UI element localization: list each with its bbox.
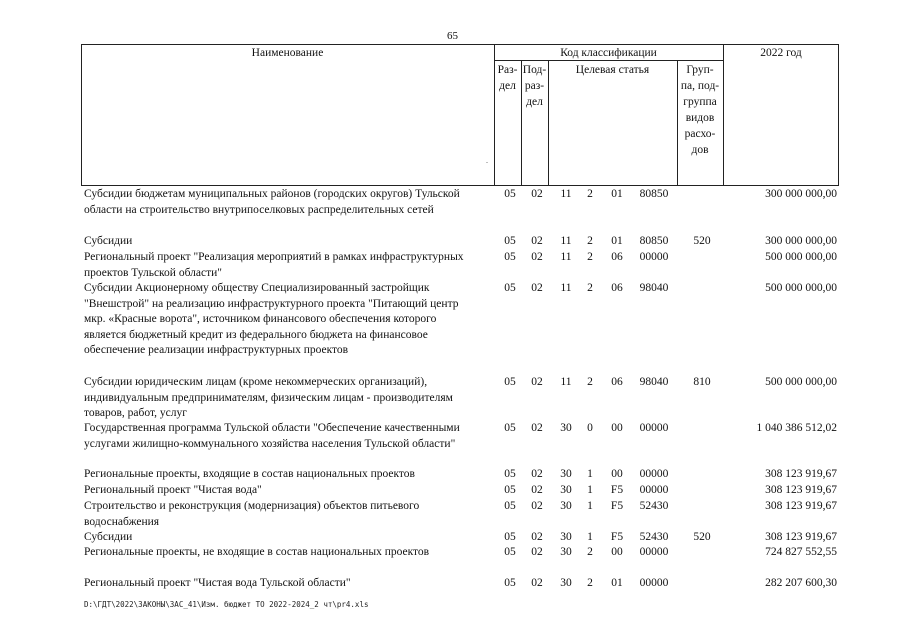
cell-vr: 520 (693, 531, 711, 543)
row-name-line: индивидуальным предпринимателям, физическим лицам - производителям (84, 391, 453, 404)
cell-a: 30 (560, 468, 572, 480)
cell-b: 2 (587, 546, 593, 558)
cell-a: 30 (560, 531, 572, 543)
cell-b: 2 (587, 282, 593, 294)
cell-pr: 02 (531, 577, 543, 589)
cell-rz: 05 (504, 484, 516, 496)
row-name-line: обеспечение реализации инфраструктурных проектов (84, 344, 349, 357)
row-name-line: "Внешстрой" на реализацию инфраструктурного проекта "Питающий центр (84, 297, 459, 310)
row-name-line: Региональный проект "Реализация мероприятий в рамках инфраструктурных (84, 251, 464, 263)
row-name-line: Субсидии (84, 235, 133, 247)
header-bottom-line (81, 185, 839, 186)
cell-a: 30 (560, 577, 572, 589)
cell-amount: 724 827 552,55 (765, 546, 837, 558)
cell-rz: 05 (504, 468, 516, 480)
cell-c: 01 (611, 235, 623, 247)
row-name (84, 530, 496, 546)
header-group (677, 62, 723, 158)
header-group-line: дов (691, 144, 709, 156)
cell-d: 98040 (639, 376, 669, 388)
cell-pr: 02 (531, 376, 543, 388)
cell-c: 00 (611, 546, 623, 558)
header-subsection-line: Под- (522, 64, 547, 76)
scan-mark: . (486, 156, 488, 165)
cell-d: 00000 (639, 546, 669, 558)
border-left (81, 44, 82, 186)
row-name-line: мкр. «Красные ворота", источником финансового обеспечения которого (84, 313, 437, 326)
cell-d: 00000 (639, 484, 669, 496)
cell-d: 00000 (639, 577, 669, 589)
cell-pr: 02 (531, 282, 543, 294)
cell-rz: 05 (504, 546, 516, 558)
cell-b: 0 (587, 422, 593, 434)
row-name (84, 467, 496, 483)
header-group-line: па, под- (680, 80, 720, 92)
cell-pr: 02 (531, 500, 543, 512)
cell-amount: 282 207 600,30 (765, 577, 837, 589)
row-name-line: Государственная программа Тульской области "Обеспечение качественными (84, 422, 460, 434)
header-section (494, 62, 521, 94)
row-name-line: является бюджетный кредит из федерального бюджета на финансовое (84, 328, 428, 341)
cell-amount: 308 123 919,67 (765, 468, 837, 480)
cell-pr: 02 (531, 484, 543, 496)
header-subsection-line: раз- (524, 80, 545, 92)
cell-rz: 05 (504, 422, 516, 434)
cell-rz: 05 (504, 235, 516, 247)
border-pr (548, 60, 549, 186)
row-name-line: Субсидии бюджетам муниципальных районов (городских округов) Тульской (84, 188, 460, 200)
cell-b: 2 (587, 577, 593, 589)
page-number: 65 (447, 30, 458, 42)
cell-d: 00000 (639, 422, 669, 434)
row-name-line: области на строительство внутрипоселковых распределительных сетей (84, 203, 434, 216)
cell-d: 52430 (639, 531, 669, 543)
cell-amount: 308 123 919,67 (765, 531, 837, 543)
cell-amount: 300 000 000,00 (765, 188, 837, 200)
cell-d: 00000 (639, 251, 669, 263)
cell-c: F5 (610, 484, 624, 496)
row-name-line: водоснабжения (84, 515, 160, 528)
cell-c: F5 (610, 531, 624, 543)
row-name-line: товаров, работ, услуг (84, 407, 187, 420)
row-name (84, 250, 496, 281)
cell-c: 00 (611, 422, 623, 434)
cell-b: 2 (587, 188, 593, 200)
cell-rz: 05 (504, 500, 516, 512)
cell-d: 52430 (639, 500, 669, 512)
cell-rz: 05 (504, 251, 516, 263)
cell-c: 06 (611, 376, 623, 388)
header-section-line: Раз- (497, 64, 518, 76)
table-header (81, 44, 839, 186)
cell-amount: 308 123 919,67 (765, 500, 837, 512)
cell-vr: 810 (693, 376, 711, 388)
cell-rz: 05 (504, 376, 516, 388)
cell-amount: 500 000 000,00 (765, 282, 837, 294)
row-name-line: Региональные проекты, входящие в состав национальных проектов (84, 468, 415, 480)
row-name-line: Региональный проект "Чистая вода Тульской области" (84, 577, 351, 589)
cell-a: 11 (560, 251, 572, 263)
cell-pr: 02 (531, 235, 543, 247)
row-name (84, 499, 496, 530)
cell-b: 2 (587, 376, 593, 388)
header-section-line: дел (499, 80, 516, 92)
cell-d: 80850 (639, 235, 669, 247)
row-name-line: Субсидии юридическим лицам (кроме некоммерческих организаций), (84, 376, 428, 388)
cell-a: 30 (560, 422, 572, 434)
row-name-line: проектов Тульской области" (84, 266, 222, 279)
header-code: Код классификации (560, 47, 657, 59)
cell-a: 11 (560, 282, 572, 294)
row-name (84, 421, 496, 452)
cell-c: 06 (611, 251, 623, 263)
cell-a: 11 (560, 235, 572, 247)
cell-rz: 05 (504, 188, 516, 200)
cell-rz: 05 (504, 282, 516, 294)
cell-pr: 02 (531, 251, 543, 263)
cell-pr: 02 (531, 531, 543, 543)
cell-c: 01 (611, 188, 623, 200)
row-name (84, 576, 496, 592)
row-name-line: Субсидии (84, 531, 133, 543)
cell-b: 1 (587, 500, 593, 512)
cell-b: 1 (587, 531, 593, 543)
cell-c: F5 (610, 500, 624, 512)
cell-pr: 02 (531, 468, 543, 480)
cell-b: 2 (587, 235, 593, 247)
cell-d: 00000 (639, 468, 669, 480)
cell-pr: 02 (531, 546, 543, 558)
row-name (84, 375, 496, 422)
cell-amount: 500 000 000,00 (765, 376, 837, 388)
row-name (84, 187, 496, 218)
cell-b: 1 (587, 468, 593, 480)
cell-vr: 520 (693, 235, 711, 247)
file-path-footer: D:\ГДТ\2022\ЗАКОНЫ\ЗАС_41\Изм. бюджет ТО 2022-2024_2 чт\pr4.xls (84, 600, 369, 609)
header-group-line: группа (683, 96, 717, 108)
row-name (84, 483, 496, 499)
row-name (84, 545, 496, 561)
cell-c: 01 (611, 577, 623, 589)
cell-b: 2 (587, 251, 593, 263)
cell-a: 30 (560, 546, 572, 558)
header-group-line: расхо- (684, 128, 716, 140)
cell-a: 30 (560, 500, 572, 512)
row-name-line: Субсидии Акционерному обществу Специализированный застройщик (84, 282, 430, 294)
cell-rz: 05 (504, 531, 516, 543)
row-name (84, 281, 496, 359)
header-group-line: видов (685, 112, 715, 124)
cell-a: 11 (560, 376, 572, 388)
header-year: 2022 год (760, 47, 802, 59)
cell-a: 30 (560, 484, 572, 496)
cell-amount: 1 040 386 512,02 (756, 422, 837, 434)
cell-amount: 300 000 000,00 (765, 235, 837, 247)
header-target: Целевая статья (575, 64, 650, 76)
row-name-line: Строительство и реконструкция (модернизация) объектов питьевого (84, 500, 420, 512)
header-name: Наименование (251, 47, 324, 59)
row-name-line: услугами жилищно-коммунального хозяйства населения Тульской области" (84, 437, 456, 450)
header-group-line: Груп- (686, 64, 714, 76)
cell-amount: 308 123 919,67 (765, 484, 837, 496)
border-vr (723, 44, 724, 186)
header-subsection (521, 62, 548, 110)
cell-d: 98040 (639, 282, 669, 294)
row-name (84, 234, 496, 250)
cell-pr: 02 (531, 422, 543, 434)
cell-pr: 02 (531, 188, 543, 200)
cell-b: 1 (587, 484, 593, 496)
cell-amount: 500 000 000,00 (765, 251, 837, 263)
cell-c: 06 (611, 282, 623, 294)
cell-rz: 05 (504, 577, 516, 589)
cell-d: 80850 (639, 188, 669, 200)
row-name-line: Региональный проект "Чистая вода" (84, 484, 262, 496)
cell-c: 00 (611, 468, 623, 480)
border-right (838, 44, 839, 186)
row-name-line: Региональные проекты, не входящие в состав национальных проектов (84, 546, 430, 558)
header-subsection-line: дел (526, 96, 543, 108)
cell-a: 11 (560, 188, 572, 200)
